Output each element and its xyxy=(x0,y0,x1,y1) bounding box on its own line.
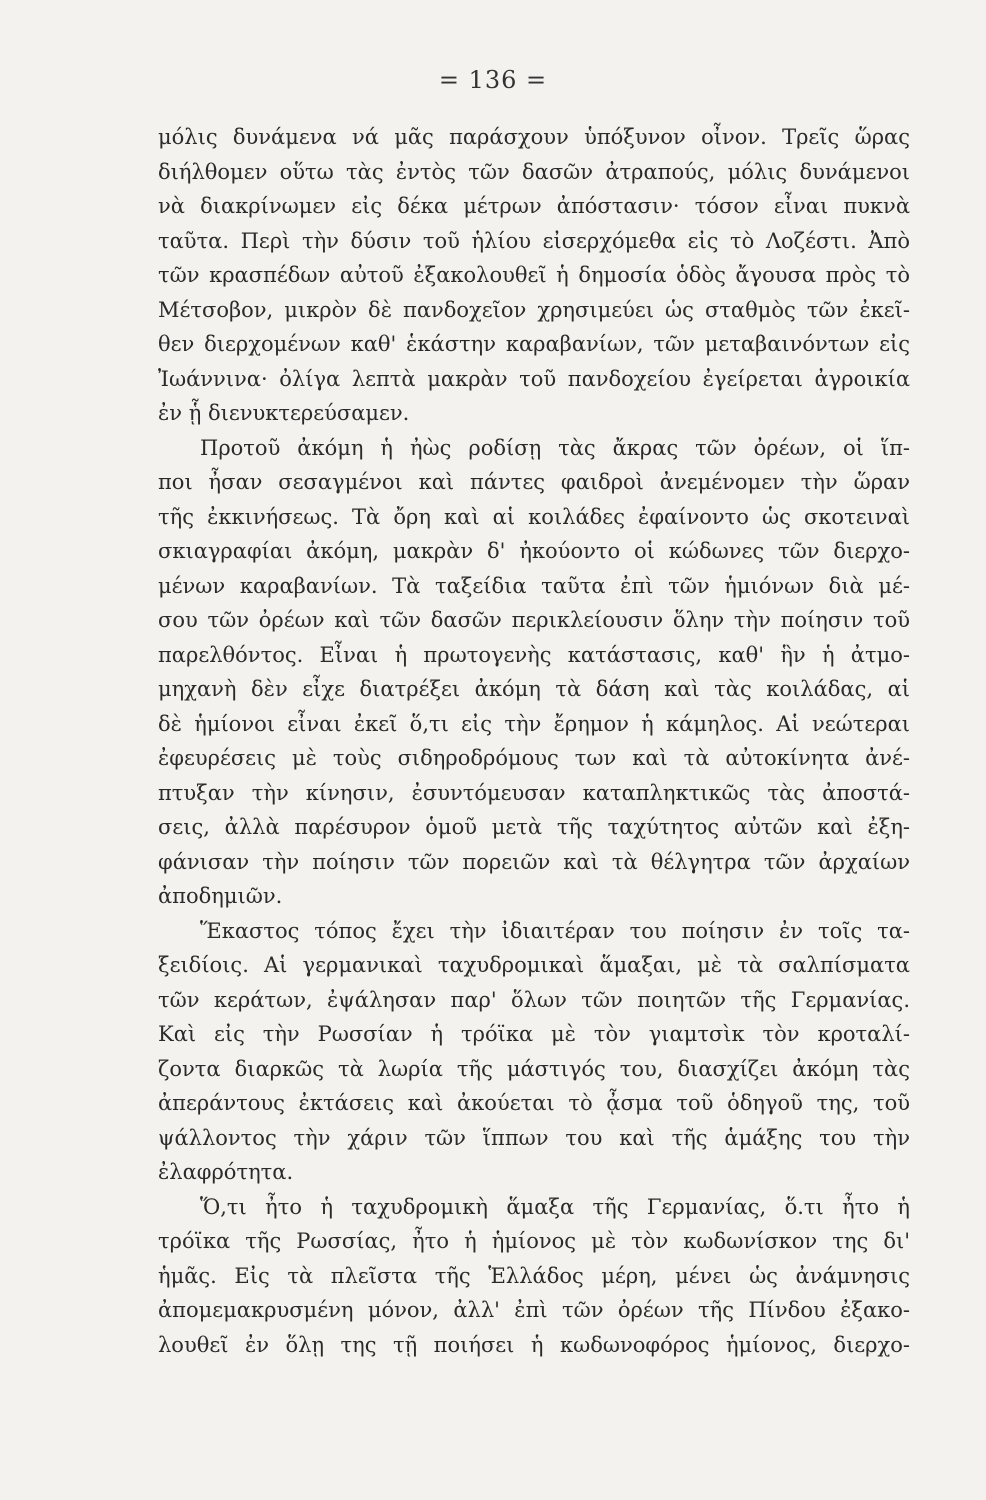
text-line: φάνισαν τὴν ποίησιν τῶν πορειῶν καὶ τὰ θέλγητρα τῶν ἀρχαίων xyxy=(158,849,910,874)
text-line: ταῦτα. Περὶ τὴν δύσιν τοῦ ἡλίου εἰσερχόμεθα εἰς τὸ Λοζέστι. Ἀπὸ xyxy=(158,228,910,253)
text-line: ψάλλοντος τὴν χάριν τῶν ἵππων του καὶ τῆς ἁμάξης του τὴν xyxy=(158,1125,910,1150)
text-line: σεις, ἀλλὰ παρέσυρον ὁμοῦ μετὰ τῆς ταχύτητος αὐτῶν καὶ ἐξη- xyxy=(158,815,910,839)
text-line: τῶν κεράτων, ἐψάλησαν παρ' ὅλων τῶν ποιητῶν τῆς Γερμανίας. xyxy=(158,987,910,1012)
text-line: θεν διερχομένων καθ' ἑκάστην καραβανίων, τῶν μεταβαινόντων εἰς xyxy=(158,332,910,356)
page-number: = 136 = xyxy=(438,66,548,94)
text-line: μηχανὴ δὲν εἶχε διατρέξει ἀκόμη τὰ δάση καὶ τὰς κοιλάδας, αἱ xyxy=(158,677,910,701)
body-text xyxy=(158,120,910,1362)
text-line: ποι ἦσαν σεσαγμένοι καὶ πάντες φαιδροὶ ἀνεμένομεν τὴν ὥραν xyxy=(158,470,910,494)
text-line: λουθεῖ ἐν ὅλῃ της τῇ ποιήσει ἡ κωδωνοφόρος ἡμίονος, διερχο- xyxy=(158,1332,910,1357)
text-line: ἐφευρέσεις μὲ τοὺς σιδηροδρόμους των καὶ τὰ αὐτοκίνητα ἀνέ- xyxy=(158,746,910,770)
text-line: ἀποδημιῶν. xyxy=(158,884,283,908)
text-line: ἀπεράντους ἐκτάσεις καὶ ἀκούεται τὸ ᾆσμα τοῦ ὁδηγοῦ της, τοῦ xyxy=(158,1091,910,1115)
text-line: ξειδίοις. Αἱ γερμανικαὶ ταχυδρομικαὶ ἅμαξαι, μὲ τὰ σαλπίσματα xyxy=(158,953,910,977)
text-line: τῶν κρασπέδων αὐτοῦ ἐξακολουθεῖ ἡ δημοσία ὁδὸς ἄγουσα πρὸς τὸ xyxy=(158,263,910,287)
text-line: σκιαγραφίαι ἀκόμη, μακρὰν δ' ἠκούοντο οἱ κώδωνες τῶν διερχο- xyxy=(158,539,910,563)
text-line: ἐλαφρότητα. xyxy=(158,1160,294,1184)
text-line: ἡμᾶς. Εἰς τὰ πλεῖστα τῆς Ἑλλάδος μέρη, μένει ὡς ἀνάμνησις xyxy=(158,1263,910,1288)
text-line: Ἕκαστος τόπος ἔχει τὴν ἰδιαιτέραν του ποίησιν ἐν τοῖς τα- xyxy=(200,918,910,943)
text-line: τῆς ἐκκινήσεως. Τὰ ὄρη καὶ αἱ κοιλάδες ἐφαίνοντο ὡς σκοτειναὶ xyxy=(158,504,910,529)
text-line: μόλις δυνάμενα νά μᾶς παράσχουν ὑπόξυνον οἶνον. Τρεῖς ὥρας xyxy=(158,125,910,149)
text-line: δὲ ἡμίονοι εἶναι ἐκεῖ ὅ,τι εἰς τὴν ἔρημον ἡ κάμηλος. Αἱ νεώτεραι xyxy=(158,711,910,736)
text-line: σου τῶν ὀρέων καὶ τῶν δασῶν περικλείουσιν ὅλην τὴν ποίησιν τοῦ xyxy=(158,608,910,632)
text-line: παρελθόντος. Εἶναι ἡ πρωτογενὴς κατάστασις, καθ' ἣν ἡ ἀτμο- xyxy=(158,642,910,667)
text-line: τρόϊκα τῆς Ρωσσίας, ἦτο ἡ ἡμίονος μὲ τὸν κωδωνίσκον της δι' xyxy=(158,1229,910,1253)
text-line: Μέτσοβον, μικρὸν δὲ πανδοχεῖον χρησιμεύει ὡς σταθμὸς τῶν ἐκεῖ- xyxy=(158,297,910,322)
text-line: διήλθομεν οὕτω τὰς ἐντὸς τῶν δασῶν ἀτραπούς, μόλις δυνάμενοι xyxy=(158,159,910,184)
text-line: Καὶ εἰς τὴν Ρωσσίαν ἡ τρόϊκα μὲ τὸν γιαμτσὶκ τὸν κροταλί- xyxy=(158,1022,910,1046)
text-line: Ἰωάννινα· ὀλίγα λεπτὰ μακρὰν τοῦ πανδοχείου ἐγείρεται ἀγροικία xyxy=(158,366,910,391)
text-line: Προτοῦ ἀκόμη ἡ ἠὼς ροδίσῃ τὰς ἄκρας τῶν ὀρέων, οἱ ἵπ- xyxy=(200,435,910,460)
text-line: πτυξαν τὴν κίνησιν, ἐσυντόμευσαν καταπληκτικῶς τὰς ἀποστά- xyxy=(158,780,910,805)
text-line: ἐν ᾗ διενυκτερεύσαμεν. xyxy=(158,401,410,425)
text-line: ζοντα διαρκῶς τὰ λωρία τῆς μάστιγός του, διασχίζει ἀκόμη τὰς xyxy=(158,1056,910,1081)
text-line: νὰ διακρίνωμεν εἰς δέκα μέτρων ἀπόστασιν· τόσον εἶναι πυκνὰ xyxy=(158,194,910,218)
text-line: ἀπομεμακρυσμένη μόνον, ἀλλ' ἐπὶ τῶν ὀρέων τῆς Πίνδου ἐξακο- xyxy=(158,1298,910,1322)
text-line: μένων καραβανίων. Τὰ ταξείδια ταῦτα ἐπὶ τῶν ἡμιόνων διὰ μέ- xyxy=(158,573,910,598)
text-line: Ὅ,τι ἦτο ἡ ταχυδρομικὴ ἅμαξα τῆς Γερμανίας, ὅ.τι ἦτο ἡ xyxy=(200,1194,910,1219)
